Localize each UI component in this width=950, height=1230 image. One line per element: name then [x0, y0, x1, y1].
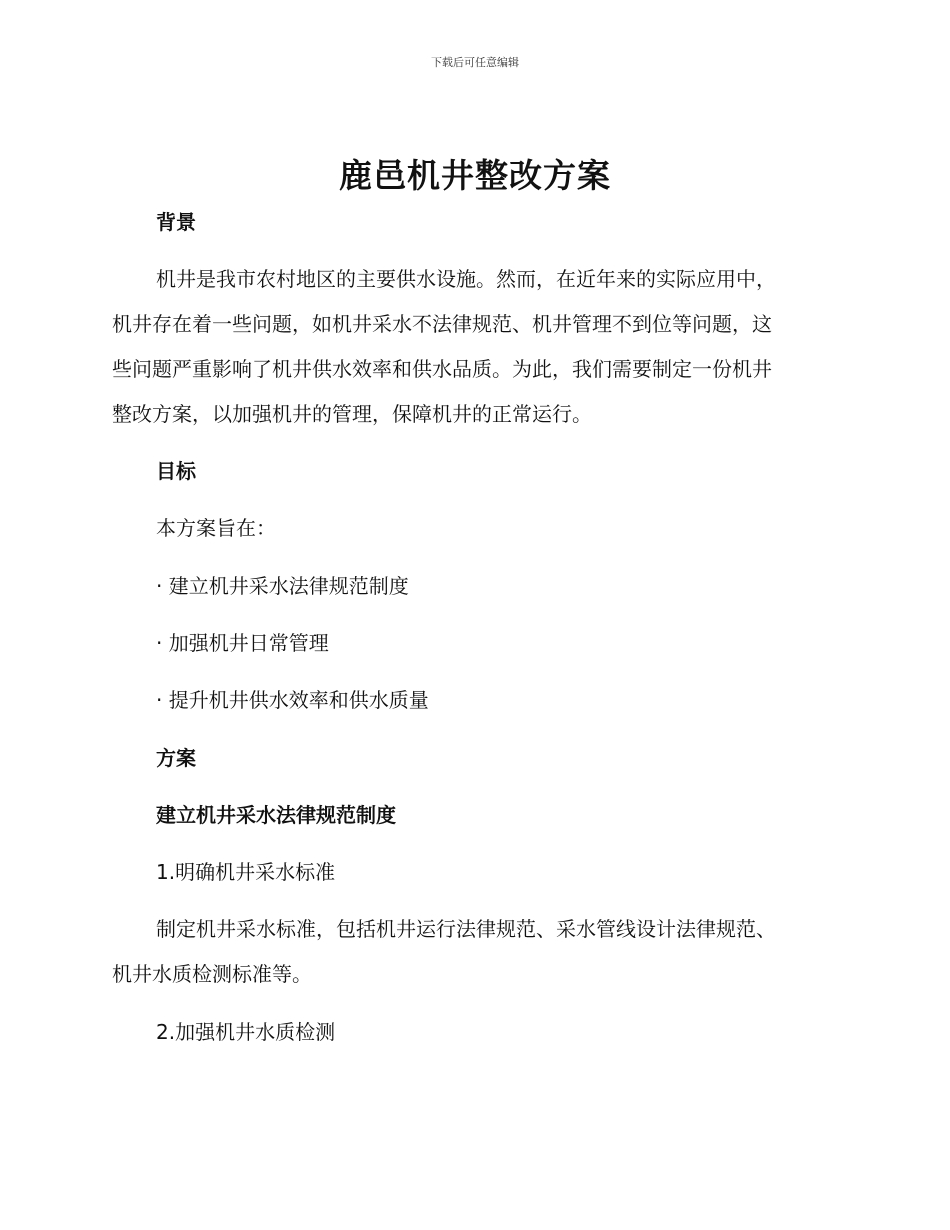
background-paragraph-line-2: 机井存在着一些问题，如机井采水不法律规范、机井管理不到位等问题，这: [112, 312, 772, 336]
step-1-paragraph-line-2: 机井水质检测标准等。: [112, 962, 312, 986]
document-title: 鹿邑机井整改方案: [339, 156, 611, 195]
step-1-paragraph-line-1: 制定机井采水标准，包括机井运行法律规范、采水管线设计法律规范、: [156, 917, 776, 941]
step-2-title: 2.加强机井水质检测: [156, 1020, 336, 1044]
section-heading-background: 背景: [156, 210, 196, 234]
goal-item-2: · 加强机井日常管理: [156, 631, 329, 655]
goal-item-3: · 提升机井供水效率和供水质量: [156, 688, 429, 712]
goal-intro: 本方案旨在：: [156, 516, 276, 540]
background-paragraph-line-3: 些问题严重影响了机井供水效率和供水品质。为此，我们需要制定一份机井: [112, 357, 772, 381]
step-1-title: 1.明确机井采水标准: [156, 860, 336, 884]
background-paragraph-line-4: 整改方案，以加强机井的管理，保障机井的正常运行。: [112, 402, 592, 426]
background-paragraph-line-1: 机井是我市农村地区的主要供水设施。然而，在近年来的实际应用中，: [156, 267, 776, 291]
plan-subheading: 建立机井采水法律规范制度: [156, 803, 396, 827]
goal-item-1: · 建立机井采水法律规范制度: [156, 574, 409, 598]
header-note: 下载后可任意编辑: [431, 56, 519, 69]
section-heading-plan: 方案: [156, 746, 196, 770]
section-heading-goal: 目标: [156, 459, 196, 483]
